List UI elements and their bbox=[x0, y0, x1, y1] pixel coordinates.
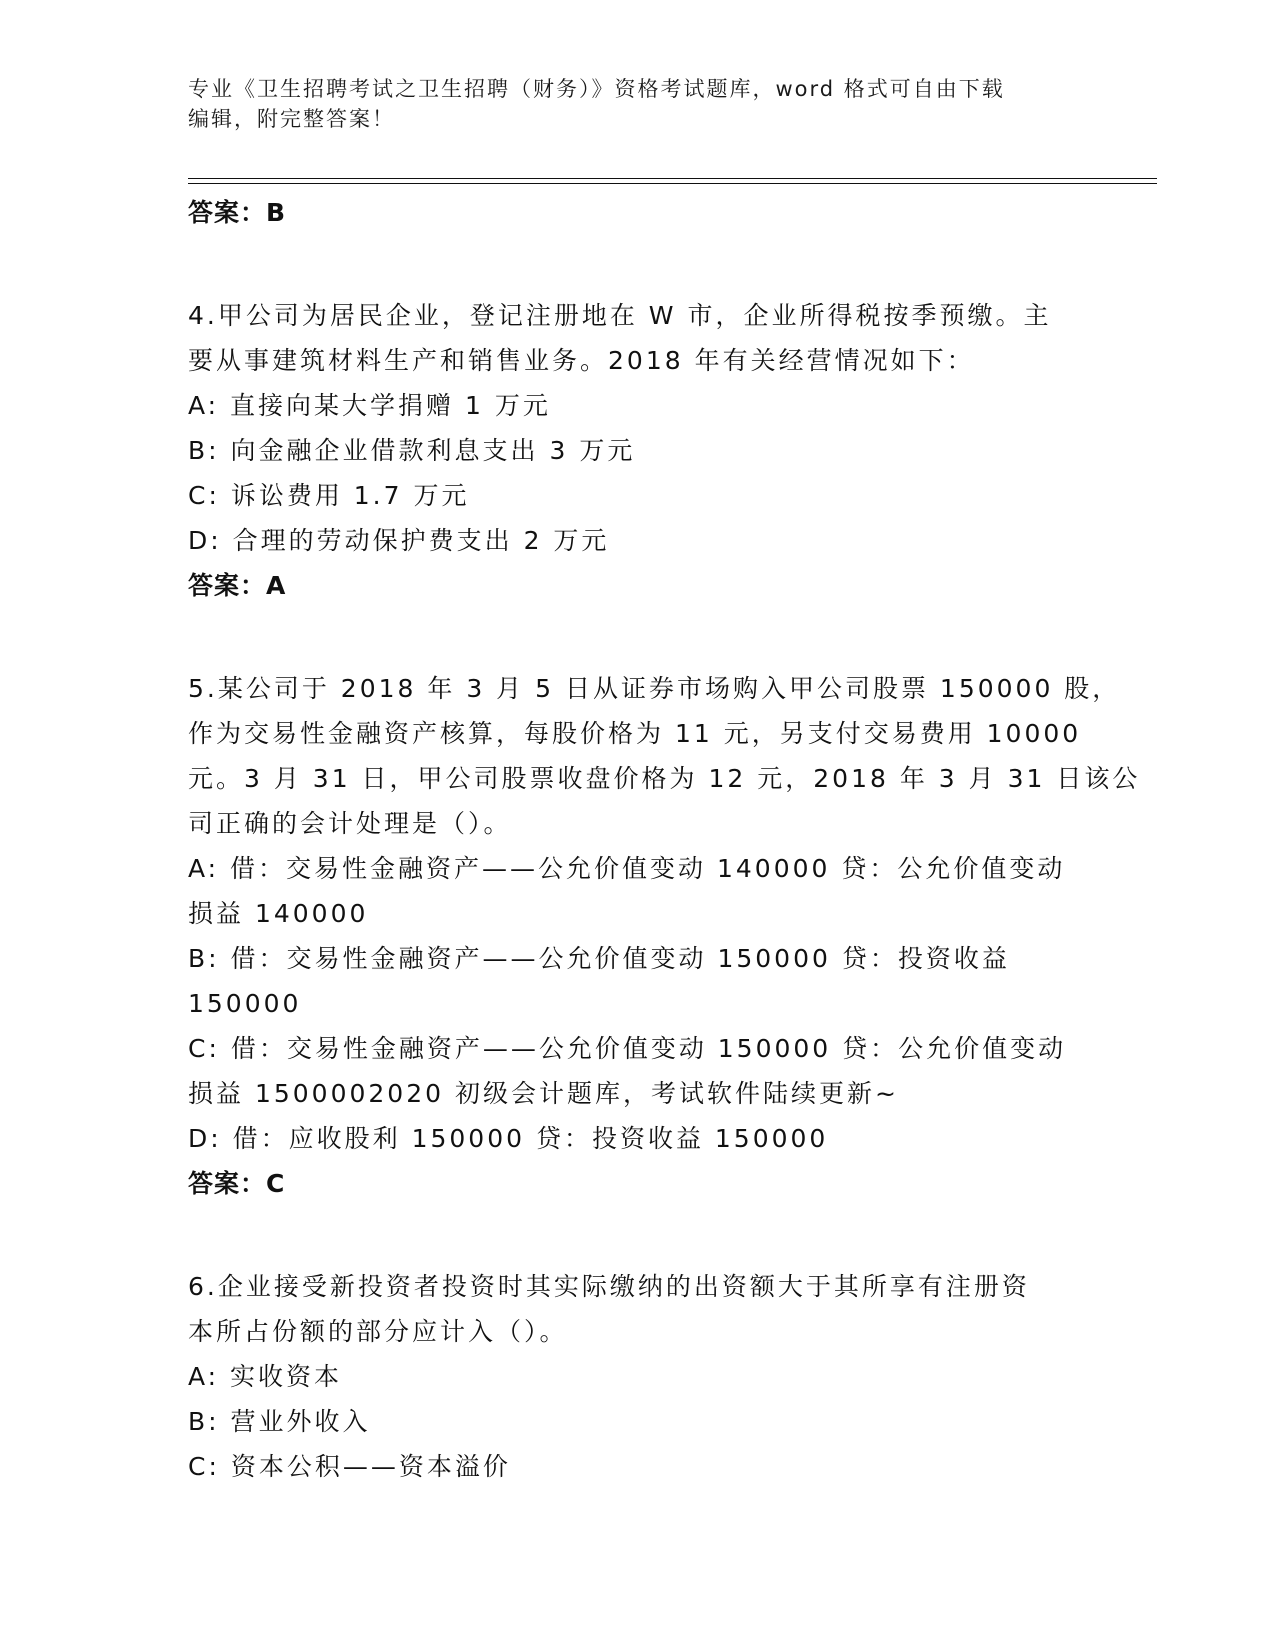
option-line: A: 实收资本 bbox=[188, 1362, 343, 1391]
page-header bbox=[188, 74, 1088, 134]
option-line: A: 借：交易性金融资产——公允价值变动 140000 贷：公允价值变动 bbox=[188, 854, 1066, 883]
question-stem-line: 作为交易性金融资产核算，每股价格为 11 元，另支付交易费用 10000 bbox=[188, 719, 1082, 748]
question-block bbox=[188, 666, 1141, 1206]
answer-label: 答案：C bbox=[188, 1169, 286, 1198]
question-stem-line: 要从事建筑材料生产和销售业务。2018 年有关经营情况如下： bbox=[188, 346, 975, 375]
question-block bbox=[188, 293, 1088, 608]
option-line: B: 营业外收入 bbox=[188, 1407, 371, 1436]
question-stem-line: 本所占份额的部分应计入（）。 bbox=[188, 1317, 568, 1346]
option-line: D: 合理的劳动保护费支出 2 万元 bbox=[188, 526, 610, 555]
option-line: C: 借：交易性金融资产——公允价值变动 150000 贷：公允价值变动 bbox=[188, 1034, 1067, 1063]
option-line: C: 资本公积——资本溢价 bbox=[188, 1452, 511, 1481]
question-block bbox=[188, 1264, 1088, 1489]
question-list bbox=[188, 190, 1141, 1489]
option-line: C: 诉讼费用 1.7 万元 bbox=[188, 481, 470, 510]
question-stem-line: 元。3 月 31 日，甲公司股票收盘价格为 12 元，2018 年 3 月 31 日该公 bbox=[188, 764, 1141, 793]
question-stem-line: 司正确的会计处理是（）。 bbox=[188, 809, 512, 838]
answer-label: 答案：B bbox=[188, 198, 287, 227]
option-line: 损益 1500002020 初级会计题库，考试软件陆续更新~ bbox=[188, 1079, 899, 1108]
option-line: 150000 bbox=[188, 989, 302, 1018]
option-line: A: 直接向某大学捐赠 1 万元 bbox=[188, 391, 551, 420]
question-stem-line: 6.企业接受新投资者投资时其实际缴纳的出资额大于其所享有注册资 bbox=[188, 1272, 1030, 1301]
header-divider bbox=[188, 178, 1157, 184]
answer-label: 答案：A bbox=[188, 571, 287, 600]
header-line: 编辑，附完整答案！ bbox=[188, 107, 395, 131]
option-line: B: 借：交易性金融资产——公允价值变动 150000 贷：投资收益 bbox=[188, 944, 1010, 973]
header-line: 专业《卫生招聘考试之卫生招聘（财务）》资格考试题库，word 格式可自由下载 bbox=[188, 77, 1005, 101]
option-line: 损益 140000 bbox=[188, 899, 369, 928]
question-block bbox=[188, 190, 1088, 235]
option-line: D: 借：应收股利 150000 贷：投资收益 150000 bbox=[188, 1124, 829, 1153]
question-stem-line: 5.某公司于 2018 年 3 月 5 日从证券市场购入甲公司股票 150000 股， bbox=[188, 674, 1121, 703]
option-line: B: 向金融企业借款利息支出 3 万元 bbox=[188, 436, 636, 465]
question-stem-line: 4.甲公司为居民企业，登记注册地在 W 市，企业所得税按季预缴。主 bbox=[188, 301, 1052, 330]
